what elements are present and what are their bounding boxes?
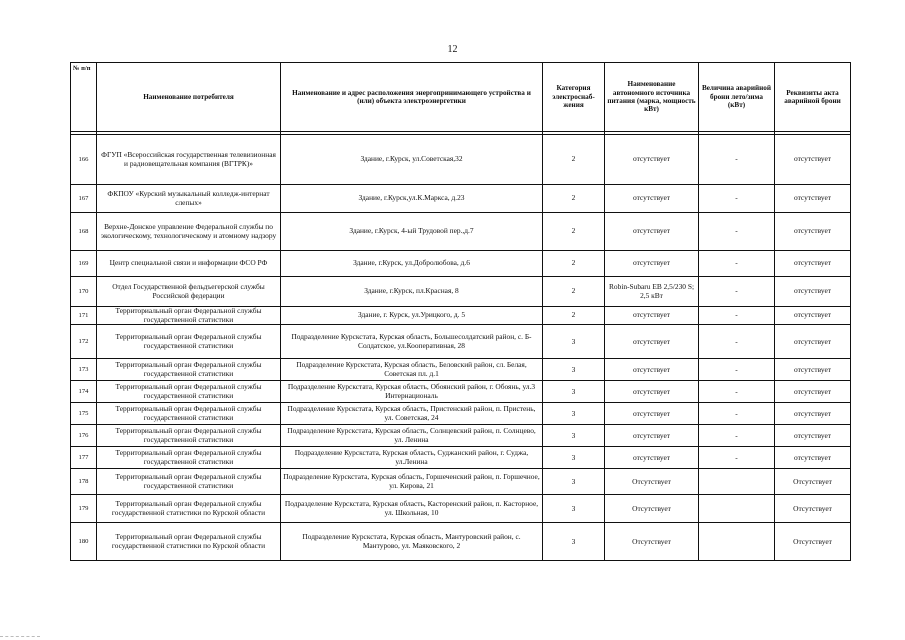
backup-power-source: отсутствует [605,307,699,325]
reserve-act-details: отсутствует [775,447,851,469]
consumer-name: Территориальный орган Федеральной службы государственной статистики [97,403,281,425]
supply-category: 2 [543,307,605,325]
row-number: 180 [71,523,97,561]
row-number: 178 [71,469,97,495]
consumer-name: Территориальный орган Федеральной службы государственной статистики по Курской области [97,523,281,561]
object-address: Здание, г.Курск, ул.Советская,32 [281,135,543,185]
supply-category: 2 [543,185,605,213]
table-row [71,381,851,403]
emergency-reserve-value: - [699,381,775,403]
consumer-name: ФГУП «Всероссийская государственная телевизионная и радиовещательная компания (ВГТРК)» [97,135,281,185]
reserve-act-details: отсутствует [775,307,851,325]
backup-power-source: отсутствует [605,135,699,185]
consumer-name: Территориальный орган Федеральной службы государственной статистики [97,425,281,447]
row-number: 174 [71,381,97,403]
table-row [71,523,851,561]
row-number: 169 [71,251,97,277]
backup-power-source: отсутствует [605,425,699,447]
table-row [71,403,851,425]
emergency-reserve-value [699,523,775,561]
object-address: Подразделение Курскстата, Курская область, Беловский район, сл. Белая, Советская пл. д.1 [281,359,543,381]
reserve-act-details: отсутствует [775,425,851,447]
supply-category: 3 [543,523,605,561]
object-address: Подразделение Курскстата, Курская область, Большесолдатский район, с. Б-Солдатское, ул.Кооперативная, 28 [281,325,543,359]
table-body [71,135,851,561]
backup-power-source: отсутствует [605,403,699,425]
backup-power-source: отсутствует [605,359,699,381]
backup-power-source: отсутствует [605,185,699,213]
table-row [71,325,851,359]
page-number: 12 [447,44,458,55]
supply-category: 3 [543,325,605,359]
supply-category: 3 [543,469,605,495]
row-number: 177 [71,447,97,469]
consumer-name: Центр специальной связи и информации ФСО РФ [97,251,281,277]
object-address: Здание, г. Курск, ул.Урицкого, д. 5 [281,307,543,325]
emergency-reserve-value: - [699,135,775,185]
reserve-act-details: отсутствует [775,251,851,277]
emergency-reserve-value: - [699,213,775,251]
supply-category: 3 [543,359,605,381]
row-number: 168 [71,213,97,251]
emergency-reserve-value [699,495,775,523]
header-num: № п/п [71,63,97,132]
row-number: 179 [71,495,97,523]
object-address: Подразделение Курскстата, Курская область, Суджанский район, г. Суджа, ул.Ленина [281,447,543,469]
emergency-reserve-value: - [699,359,775,381]
supply-category: 2 [543,277,605,307]
table-row [71,469,851,495]
row-number: 172 [71,325,97,359]
row-number: 176 [71,425,97,447]
supply-category: 3 [543,381,605,403]
table-row [71,307,851,325]
reserve-act-details: отсутствует [775,403,851,425]
supply-category: 2 [543,251,605,277]
table-row [71,213,851,251]
supply-category: 2 [543,135,605,185]
object-address: Здание, г.Курск, ул.Добролюбова, д.6 [281,251,543,277]
reserve-act-details: отсутствует [775,185,851,213]
supply-category: 3 [543,425,605,447]
object-address: Здание, г.Курск, 4-ый Трудовой пер.,д.7 [281,213,543,251]
backup-power-source: Отсутствует [605,469,699,495]
object-address: Здание, г.Курск, пл.Красная, 8 [281,277,543,307]
header-row [71,63,851,132]
row-number: 170 [71,277,97,307]
consumer-name: Отдел Государственной фельдъегерской службы Российской федерации [97,277,281,307]
backup-power-source: отсутствует [605,381,699,403]
consumer-name: ФКПОУ «Курский музыкальный колледж-интернат слепых» [97,185,281,213]
emergency-reserve-value [699,469,775,495]
object-address: Подразделение Курскстата, Курская область, Пристенский район, п. Пристень, ул. Советская, 24 [281,403,543,425]
header-category: Категория электроснаб-жения [543,63,605,132]
header-object: Наименование и адрес расположения энергопринимающего устройства и (или) объекта электроэнергетики [281,63,543,132]
table-row [71,495,851,523]
backup-power-source: отсутствует [605,447,699,469]
supply-category: 3 [543,495,605,523]
reserve-act-details: отсутствует [775,135,851,185]
consumer-name: Территориальный орган Федеральной службы государственной статистики [97,381,281,403]
consumer-name: Территориальный орган Федеральной службы государственной статистики [97,325,281,359]
consumer-name: Территориальный орган Федеральной службы государственной статистики [97,469,281,495]
emergency-reserve-value: - [699,447,775,469]
consumer-name: Территориальный орган Федеральной службы государственной статистики [97,447,281,469]
consumer-name: Территориальный орган Федеральной службы государственной статистики [97,307,281,325]
reserve-act-details: отсутствует [775,277,851,307]
reserve-act-details: Отсутствует [775,523,851,561]
header-act: Реквизиты акта аварийной брони [775,63,851,132]
supply-category: 3 [543,447,605,469]
object-address: Подразделение Курскстата, Курская область, Солнцевский район, п. Солнцево, ул. Ленина [281,425,543,447]
supply-category: 3 [543,403,605,425]
emergency-reserve-value: - [699,251,775,277]
table-row [71,277,851,307]
header-source: Наименование автономного источника питания (марка, мощность кВт) [605,63,699,132]
table-row [71,185,851,213]
reserve-act-details: отсутствует [775,381,851,403]
row-number: 171 [71,307,97,325]
row-number: 167 [71,185,97,213]
reserve-act-details: Отсутствует [775,495,851,523]
reserve-act-details: отсутствует [775,213,851,251]
row-number: 173 [71,359,97,381]
table-row [71,251,851,277]
backup-power-source: Отсутствует [605,523,699,561]
object-address: Подразделение Курскстата, Курская область, Мантуровский район, с. Мантурово, ул. Маяковского, 2 [281,523,543,561]
backup-power-source: отсутствует [605,213,699,251]
scan-edge-mark [0,636,40,640]
consumer-name: Территориальный орган Федеральной службы государственной статистики по Курской области [97,495,281,523]
emergency-reserve-value: - [699,325,775,359]
backup-power-source: Отсутствует [605,495,699,523]
object-address: Подразделение Курскстата, Курская область, Обоянский район, г. Обоянь, ул.3 Интернациональ [281,381,543,403]
object-address: Подразделение Курскстата, Курская область, Касторенский район, п. Касторное, ул. Школьная, 10 [281,495,543,523]
backup-power-source: отсутствует [605,251,699,277]
table-row [71,447,851,469]
header-consumer: Наименование потребителя [97,63,281,132]
consumer-name: Верхне-Донское управление Федеральной службы по экологическому, технологическому и атомному надзору [97,213,281,251]
table-row [71,135,851,185]
backup-power-source: Robin-Subaru EB 2,5/230 S; 2,5 кВт [605,277,699,307]
emergency-reserve-value: - [699,185,775,213]
emergency-reserve-value: - [699,307,775,325]
row-number: 166 [71,135,97,185]
table-row [71,359,851,381]
consumer-name: Территориальный орган Федеральной службы государственной статистики [97,359,281,381]
emergency-reserve-value: - [699,425,775,447]
emergency-reserve-value: - [699,277,775,307]
header-reserve: Величина аварийной брони лето/зима (кВт) [699,63,775,132]
reserve-act-details: Отсутствует [775,469,851,495]
backup-power-source: отсутствует [605,325,699,359]
row-number: 175 [71,403,97,425]
emergency-reserve-value: - [699,403,775,425]
table-row [71,425,851,447]
supply-category: 2 [543,213,605,251]
object-address: Подразделение Курскстата, Курская область, Горшеченский район, п. Горшечное, ул. Кирова, 21 [281,469,543,495]
object-address: Здание, г.Курск,ул.К.Маркса, д.23 [281,185,543,213]
reserve-act-details: отсутствует [775,359,851,381]
emergency-reserve-table [70,62,851,561]
reserve-act-details: отсутствует [775,325,851,359]
